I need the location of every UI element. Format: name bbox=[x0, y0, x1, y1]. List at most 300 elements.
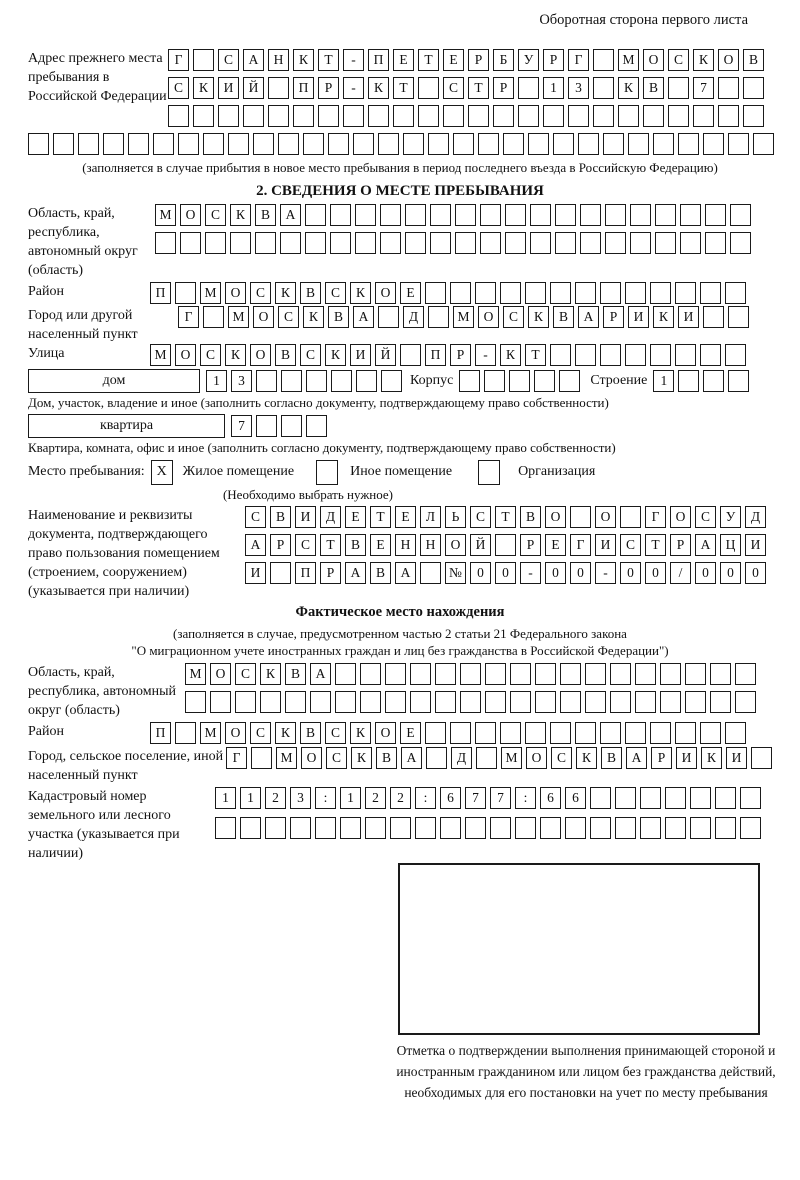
char-box: 0 bbox=[570, 562, 591, 584]
street-row bbox=[150, 344, 746, 366]
char-box: К bbox=[225, 344, 246, 366]
ownership-document-row-3 bbox=[245, 562, 766, 584]
char-box bbox=[685, 691, 706, 713]
char-box bbox=[475, 722, 496, 744]
char-box bbox=[343, 105, 364, 127]
char-box: Р bbox=[651, 747, 672, 769]
char-box: А bbox=[280, 204, 301, 226]
char-box bbox=[180, 232, 201, 254]
char-box: О bbox=[718, 49, 739, 71]
char-box: Д bbox=[403, 306, 424, 328]
char-box bbox=[628, 133, 649, 155]
char-box bbox=[725, 722, 746, 744]
char-box: 7 bbox=[490, 787, 511, 809]
cadastral-row-1 bbox=[215, 787, 761, 809]
char-box bbox=[210, 691, 231, 713]
char-box bbox=[740, 817, 761, 839]
char-box: И bbox=[350, 344, 371, 366]
actual-district-label: Район bbox=[28, 723, 64, 739]
char-box bbox=[435, 663, 456, 685]
char-box bbox=[575, 344, 596, 366]
char-box: 0 bbox=[545, 562, 566, 584]
char-box: К bbox=[350, 282, 371, 304]
char-box bbox=[740, 787, 761, 809]
char-box bbox=[625, 344, 646, 366]
char-box: 2 bbox=[265, 787, 286, 809]
char-box: О bbox=[225, 282, 246, 304]
char-box: С bbox=[278, 306, 299, 328]
char-box bbox=[168, 105, 189, 127]
char-box: 1 bbox=[240, 787, 261, 809]
char-box: А bbox=[243, 49, 264, 71]
char-box: К bbox=[653, 306, 674, 328]
char-box: Г bbox=[226, 747, 247, 769]
char-box bbox=[585, 691, 606, 713]
char-box bbox=[353, 133, 374, 155]
char-box: В bbox=[328, 306, 349, 328]
char-box bbox=[280, 232, 301, 254]
char-box bbox=[270, 562, 291, 584]
char-box bbox=[428, 306, 449, 328]
char-box: К bbox=[350, 722, 371, 744]
char-box: В bbox=[255, 204, 276, 226]
char-box bbox=[553, 133, 574, 155]
char-box bbox=[605, 204, 626, 226]
char-box: С bbox=[235, 663, 256, 685]
char-box: - bbox=[475, 344, 496, 366]
char-box: 0 bbox=[470, 562, 491, 584]
char-box bbox=[478, 133, 499, 155]
char-box: О bbox=[545, 506, 566, 528]
char-box bbox=[603, 133, 624, 155]
char-box bbox=[655, 232, 676, 254]
char-box: С bbox=[325, 722, 346, 744]
char-box bbox=[53, 133, 74, 155]
char-box: И bbox=[628, 306, 649, 328]
char-box bbox=[585, 663, 606, 685]
char-box: В bbox=[300, 282, 321, 304]
char-box: Ь bbox=[445, 506, 466, 528]
char-box bbox=[260, 691, 281, 713]
char-box bbox=[710, 663, 731, 685]
char-box bbox=[493, 105, 514, 127]
char-box: 6 bbox=[540, 787, 561, 809]
char-box: С bbox=[250, 282, 271, 304]
char-box: В bbox=[275, 344, 296, 366]
char-box bbox=[690, 817, 711, 839]
stay-type-label: Место пребывания: bbox=[28, 464, 145, 480]
char-box bbox=[660, 691, 681, 713]
house-block bbox=[28, 369, 772, 393]
char-box bbox=[476, 747, 497, 769]
char-box: Т bbox=[495, 506, 516, 528]
char-box bbox=[453, 133, 474, 155]
char-box bbox=[610, 691, 631, 713]
char-box bbox=[625, 722, 646, 744]
char-box bbox=[753, 133, 774, 155]
char-box: 0 bbox=[745, 562, 766, 584]
char-box bbox=[555, 232, 576, 254]
char-box: Г bbox=[570, 534, 591, 556]
char-box: 2 bbox=[365, 787, 386, 809]
char-box bbox=[700, 344, 721, 366]
char-box bbox=[528, 133, 549, 155]
char-box: С bbox=[218, 49, 239, 71]
char-box: С bbox=[503, 306, 524, 328]
char-box bbox=[330, 204, 351, 226]
char-box bbox=[703, 306, 724, 328]
char-box bbox=[450, 282, 471, 304]
ownership-document-row-1 bbox=[245, 506, 766, 528]
char-box bbox=[390, 817, 411, 839]
region-rows bbox=[155, 204, 751, 254]
char-box bbox=[718, 77, 739, 99]
char-box bbox=[685, 663, 706, 685]
building-label: Корпус bbox=[410, 373, 454, 389]
confirmation-stamp-caption: Отметка о подтверждении выполнения принимающей стороной и иностранным гражданином или лицом без гражданства действий, необходимых для его постановки на учет по месту пребывания bbox=[396, 1043, 776, 1100]
char-box: 0 bbox=[645, 562, 666, 584]
char-box: М bbox=[200, 722, 221, 744]
char-box: В bbox=[553, 306, 574, 328]
char-box bbox=[610, 663, 631, 685]
char-box bbox=[203, 133, 224, 155]
char-box: И bbox=[595, 534, 616, 556]
char-box bbox=[330, 232, 351, 254]
char-box: Т bbox=[318, 49, 339, 71]
char-box: С bbox=[325, 282, 346, 304]
char-box bbox=[540, 817, 561, 839]
char-box bbox=[193, 105, 214, 127]
char-box bbox=[715, 787, 736, 809]
char-box bbox=[420, 562, 441, 584]
char-box: 1 bbox=[653, 370, 674, 392]
char-box: И bbox=[676, 747, 697, 769]
char-box bbox=[155, 232, 176, 254]
ownership-document-row-2 bbox=[245, 534, 766, 556]
char-box bbox=[328, 133, 349, 155]
char-box bbox=[535, 663, 556, 685]
char-box: - bbox=[520, 562, 541, 584]
char-box bbox=[593, 105, 614, 127]
char-box: Д bbox=[745, 506, 766, 528]
char-box: С bbox=[250, 722, 271, 744]
char-box bbox=[268, 77, 289, 99]
actual-region-block bbox=[28, 663, 772, 720]
char-box bbox=[435, 691, 456, 713]
char-box: С bbox=[551, 747, 572, 769]
actual-location-title: Фактическое место нахождения bbox=[295, 604, 505, 621]
char-box bbox=[580, 204, 601, 226]
char-box: Г bbox=[178, 306, 199, 328]
char-box bbox=[728, 370, 749, 392]
char-box: 1 bbox=[543, 77, 564, 99]
char-box bbox=[310, 691, 331, 713]
char-box: О bbox=[478, 306, 499, 328]
char-box bbox=[425, 282, 446, 304]
char-box bbox=[530, 232, 551, 254]
char-box: Р bbox=[320, 562, 341, 584]
char-box: 1 bbox=[340, 787, 361, 809]
prev-address-row-2 bbox=[168, 77, 764, 99]
char-box: Г bbox=[645, 506, 666, 528]
char-box bbox=[426, 747, 447, 769]
district-label: Район bbox=[28, 284, 64, 300]
char-box bbox=[518, 77, 539, 99]
char-box bbox=[700, 722, 721, 744]
cadastral-rows bbox=[215, 787, 761, 839]
char-box bbox=[525, 722, 546, 744]
char-box: Т bbox=[320, 534, 341, 556]
char-box bbox=[680, 204, 701, 226]
char-box: К bbox=[618, 77, 639, 99]
char-box bbox=[505, 204, 526, 226]
char-box bbox=[655, 204, 676, 226]
char-box bbox=[255, 232, 276, 254]
char-box bbox=[393, 105, 414, 127]
char-box bbox=[615, 817, 636, 839]
char-box bbox=[355, 204, 376, 226]
char-box bbox=[418, 77, 439, 99]
char-box bbox=[625, 282, 646, 304]
char-box bbox=[178, 133, 199, 155]
building-row bbox=[459, 370, 580, 392]
char-box bbox=[515, 817, 536, 839]
char-box: К bbox=[528, 306, 549, 328]
char-box bbox=[459, 370, 480, 392]
char-box bbox=[306, 415, 327, 437]
char-box bbox=[251, 747, 272, 769]
region-row-1 bbox=[155, 204, 751, 226]
char-box bbox=[500, 722, 521, 744]
char-box bbox=[630, 204, 651, 226]
char-box bbox=[78, 133, 99, 155]
region-label: Область, край, республика, автономный округ (область) bbox=[28, 205, 138, 278]
char-box bbox=[705, 232, 726, 254]
char-box bbox=[650, 282, 671, 304]
char-box bbox=[303, 133, 324, 155]
char-box: С bbox=[168, 77, 189, 99]
char-box: 7 bbox=[231, 415, 252, 437]
char-box: Н bbox=[268, 49, 289, 71]
char-box bbox=[430, 204, 451, 226]
ownership-document-label: Наименование и реквизиты документа, подтверждающего право пользования помещением (строением, сооружением) (указывается при наличии) bbox=[28, 507, 220, 599]
organization-checkbox bbox=[478, 460, 500, 485]
char-box: 0 bbox=[495, 562, 516, 584]
char-box: С bbox=[668, 49, 689, 71]
actual-district-row bbox=[150, 722, 746, 744]
char-box: Н bbox=[395, 534, 416, 556]
char-box: А bbox=[353, 306, 374, 328]
char-box bbox=[205, 232, 226, 254]
char-box bbox=[550, 282, 571, 304]
char-box bbox=[725, 282, 746, 304]
char-box: Г bbox=[568, 49, 589, 71]
char-box: Р bbox=[670, 534, 691, 556]
char-box bbox=[335, 663, 356, 685]
char-box bbox=[675, 344, 696, 366]
char-box: К bbox=[701, 747, 722, 769]
char-box: В bbox=[376, 747, 397, 769]
char-box: И bbox=[295, 506, 316, 528]
char-box bbox=[460, 663, 481, 685]
char-box: О bbox=[175, 344, 196, 366]
char-box: Н bbox=[420, 534, 441, 556]
actual-region-row-2 bbox=[185, 691, 756, 713]
char-box: М bbox=[200, 282, 221, 304]
char-box: Т bbox=[468, 77, 489, 99]
actual-city-label: Город, сельское поселение, иной населенный пункт bbox=[28, 748, 224, 783]
char-box: К bbox=[351, 747, 372, 769]
char-box: Е bbox=[443, 49, 464, 71]
char-box bbox=[560, 663, 581, 685]
char-box: А bbox=[395, 562, 416, 584]
char-box bbox=[640, 817, 661, 839]
char-box: 7 bbox=[465, 787, 486, 809]
char-box bbox=[678, 370, 699, 392]
char-box bbox=[565, 817, 586, 839]
char-box: О bbox=[225, 722, 246, 744]
char-box bbox=[680, 232, 701, 254]
char-box bbox=[543, 105, 564, 127]
apartment-block bbox=[28, 414, 772, 438]
char-box: Е bbox=[393, 49, 414, 71]
char-box: 3 bbox=[231, 370, 252, 392]
char-box: Т bbox=[418, 49, 439, 71]
char-box: П bbox=[293, 77, 314, 99]
char-box: О bbox=[375, 282, 396, 304]
char-box bbox=[306, 370, 327, 392]
char-box: У bbox=[518, 49, 539, 71]
char-box bbox=[710, 691, 731, 713]
char-box: О bbox=[180, 204, 201, 226]
char-box bbox=[675, 282, 696, 304]
char-box bbox=[240, 817, 261, 839]
char-box: В bbox=[643, 77, 664, 99]
char-box: 6 bbox=[565, 787, 586, 809]
char-box: А bbox=[626, 747, 647, 769]
char-box bbox=[490, 817, 511, 839]
char-box bbox=[378, 306, 399, 328]
char-box bbox=[340, 817, 361, 839]
char-box: О bbox=[375, 722, 396, 744]
char-box bbox=[743, 105, 764, 127]
char-box bbox=[600, 282, 621, 304]
char-box bbox=[665, 787, 686, 809]
char-box: С bbox=[443, 77, 464, 99]
char-box: О bbox=[301, 747, 322, 769]
char-box bbox=[700, 282, 721, 304]
char-box bbox=[640, 787, 661, 809]
char-box: Р bbox=[493, 77, 514, 99]
city-block bbox=[28, 306, 772, 344]
prev-address-label: Адрес прежнего места пребывания в Российской Федерации bbox=[28, 51, 167, 105]
char-box: М bbox=[276, 747, 297, 769]
char-box bbox=[735, 691, 756, 713]
char-box bbox=[360, 691, 381, 713]
char-box: И bbox=[745, 534, 766, 556]
char-box bbox=[650, 344, 671, 366]
char-box bbox=[725, 344, 746, 366]
char-box: О bbox=[670, 506, 691, 528]
char-box: Д bbox=[451, 747, 472, 769]
char-box bbox=[281, 415, 302, 437]
char-box: Т bbox=[393, 77, 414, 99]
stay-type-note: (Необходимо выбрать нужное) bbox=[222, 486, 394, 502]
apartment-label-box: квартира bbox=[28, 414, 225, 438]
char-box bbox=[559, 370, 580, 392]
char-box: Б bbox=[493, 49, 514, 71]
char-box: Й bbox=[243, 77, 264, 99]
char-box bbox=[28, 133, 49, 155]
char-box bbox=[460, 691, 481, 713]
char-box bbox=[495, 534, 516, 556]
char-box: О bbox=[445, 534, 466, 556]
char-box bbox=[440, 817, 461, 839]
char-box bbox=[315, 817, 336, 839]
actual-location-note-1: (заполняется в случае, предусмотренном частью 2 статьи 21 Федерального закона bbox=[173, 626, 627, 642]
ownership-document-rows bbox=[245, 506, 766, 584]
char-box bbox=[600, 722, 621, 744]
char-box bbox=[265, 817, 286, 839]
char-box bbox=[285, 691, 306, 713]
char-box bbox=[665, 817, 686, 839]
other-premises-label: Иное помещение bbox=[350, 464, 453, 480]
char-box bbox=[410, 663, 431, 685]
char-box bbox=[335, 691, 356, 713]
char-box bbox=[290, 817, 311, 839]
char-box bbox=[385, 691, 406, 713]
char-box bbox=[428, 133, 449, 155]
actual-city-row bbox=[226, 747, 772, 769]
char-box: 0 bbox=[720, 562, 741, 584]
char-box bbox=[505, 232, 526, 254]
char-box bbox=[600, 344, 621, 366]
char-box: Е bbox=[395, 506, 416, 528]
char-box bbox=[503, 133, 524, 155]
char-box: К bbox=[325, 344, 346, 366]
char-box bbox=[751, 747, 772, 769]
char-box bbox=[418, 105, 439, 127]
char-box: О bbox=[643, 49, 664, 71]
char-box bbox=[228, 133, 249, 155]
char-box: У bbox=[720, 506, 741, 528]
char-box bbox=[331, 370, 352, 392]
char-box bbox=[230, 232, 251, 254]
char-box: И bbox=[726, 747, 747, 769]
char-box bbox=[480, 204, 501, 226]
char-box: - bbox=[595, 562, 616, 584]
char-box: Р bbox=[270, 534, 291, 556]
char-box: Е bbox=[545, 534, 566, 556]
district-block bbox=[28, 282, 772, 304]
char-box bbox=[535, 691, 556, 713]
actual-region-label: Область, край, республика, автономный округ (область) bbox=[28, 664, 177, 718]
char-box bbox=[400, 344, 421, 366]
actual-region-rows bbox=[185, 663, 756, 713]
prev-address-block bbox=[28, 49, 772, 127]
structure-row bbox=[653, 370, 749, 392]
char-box: Й bbox=[375, 344, 396, 366]
city-row bbox=[178, 306, 749, 328]
char-box: О bbox=[210, 663, 231, 685]
char-box bbox=[550, 722, 571, 744]
char-box bbox=[743, 77, 764, 99]
char-box: Г bbox=[168, 49, 189, 71]
char-box: Ц bbox=[720, 534, 741, 556]
char-box: В bbox=[601, 747, 622, 769]
char-box bbox=[256, 370, 277, 392]
char-box: К bbox=[576, 747, 597, 769]
